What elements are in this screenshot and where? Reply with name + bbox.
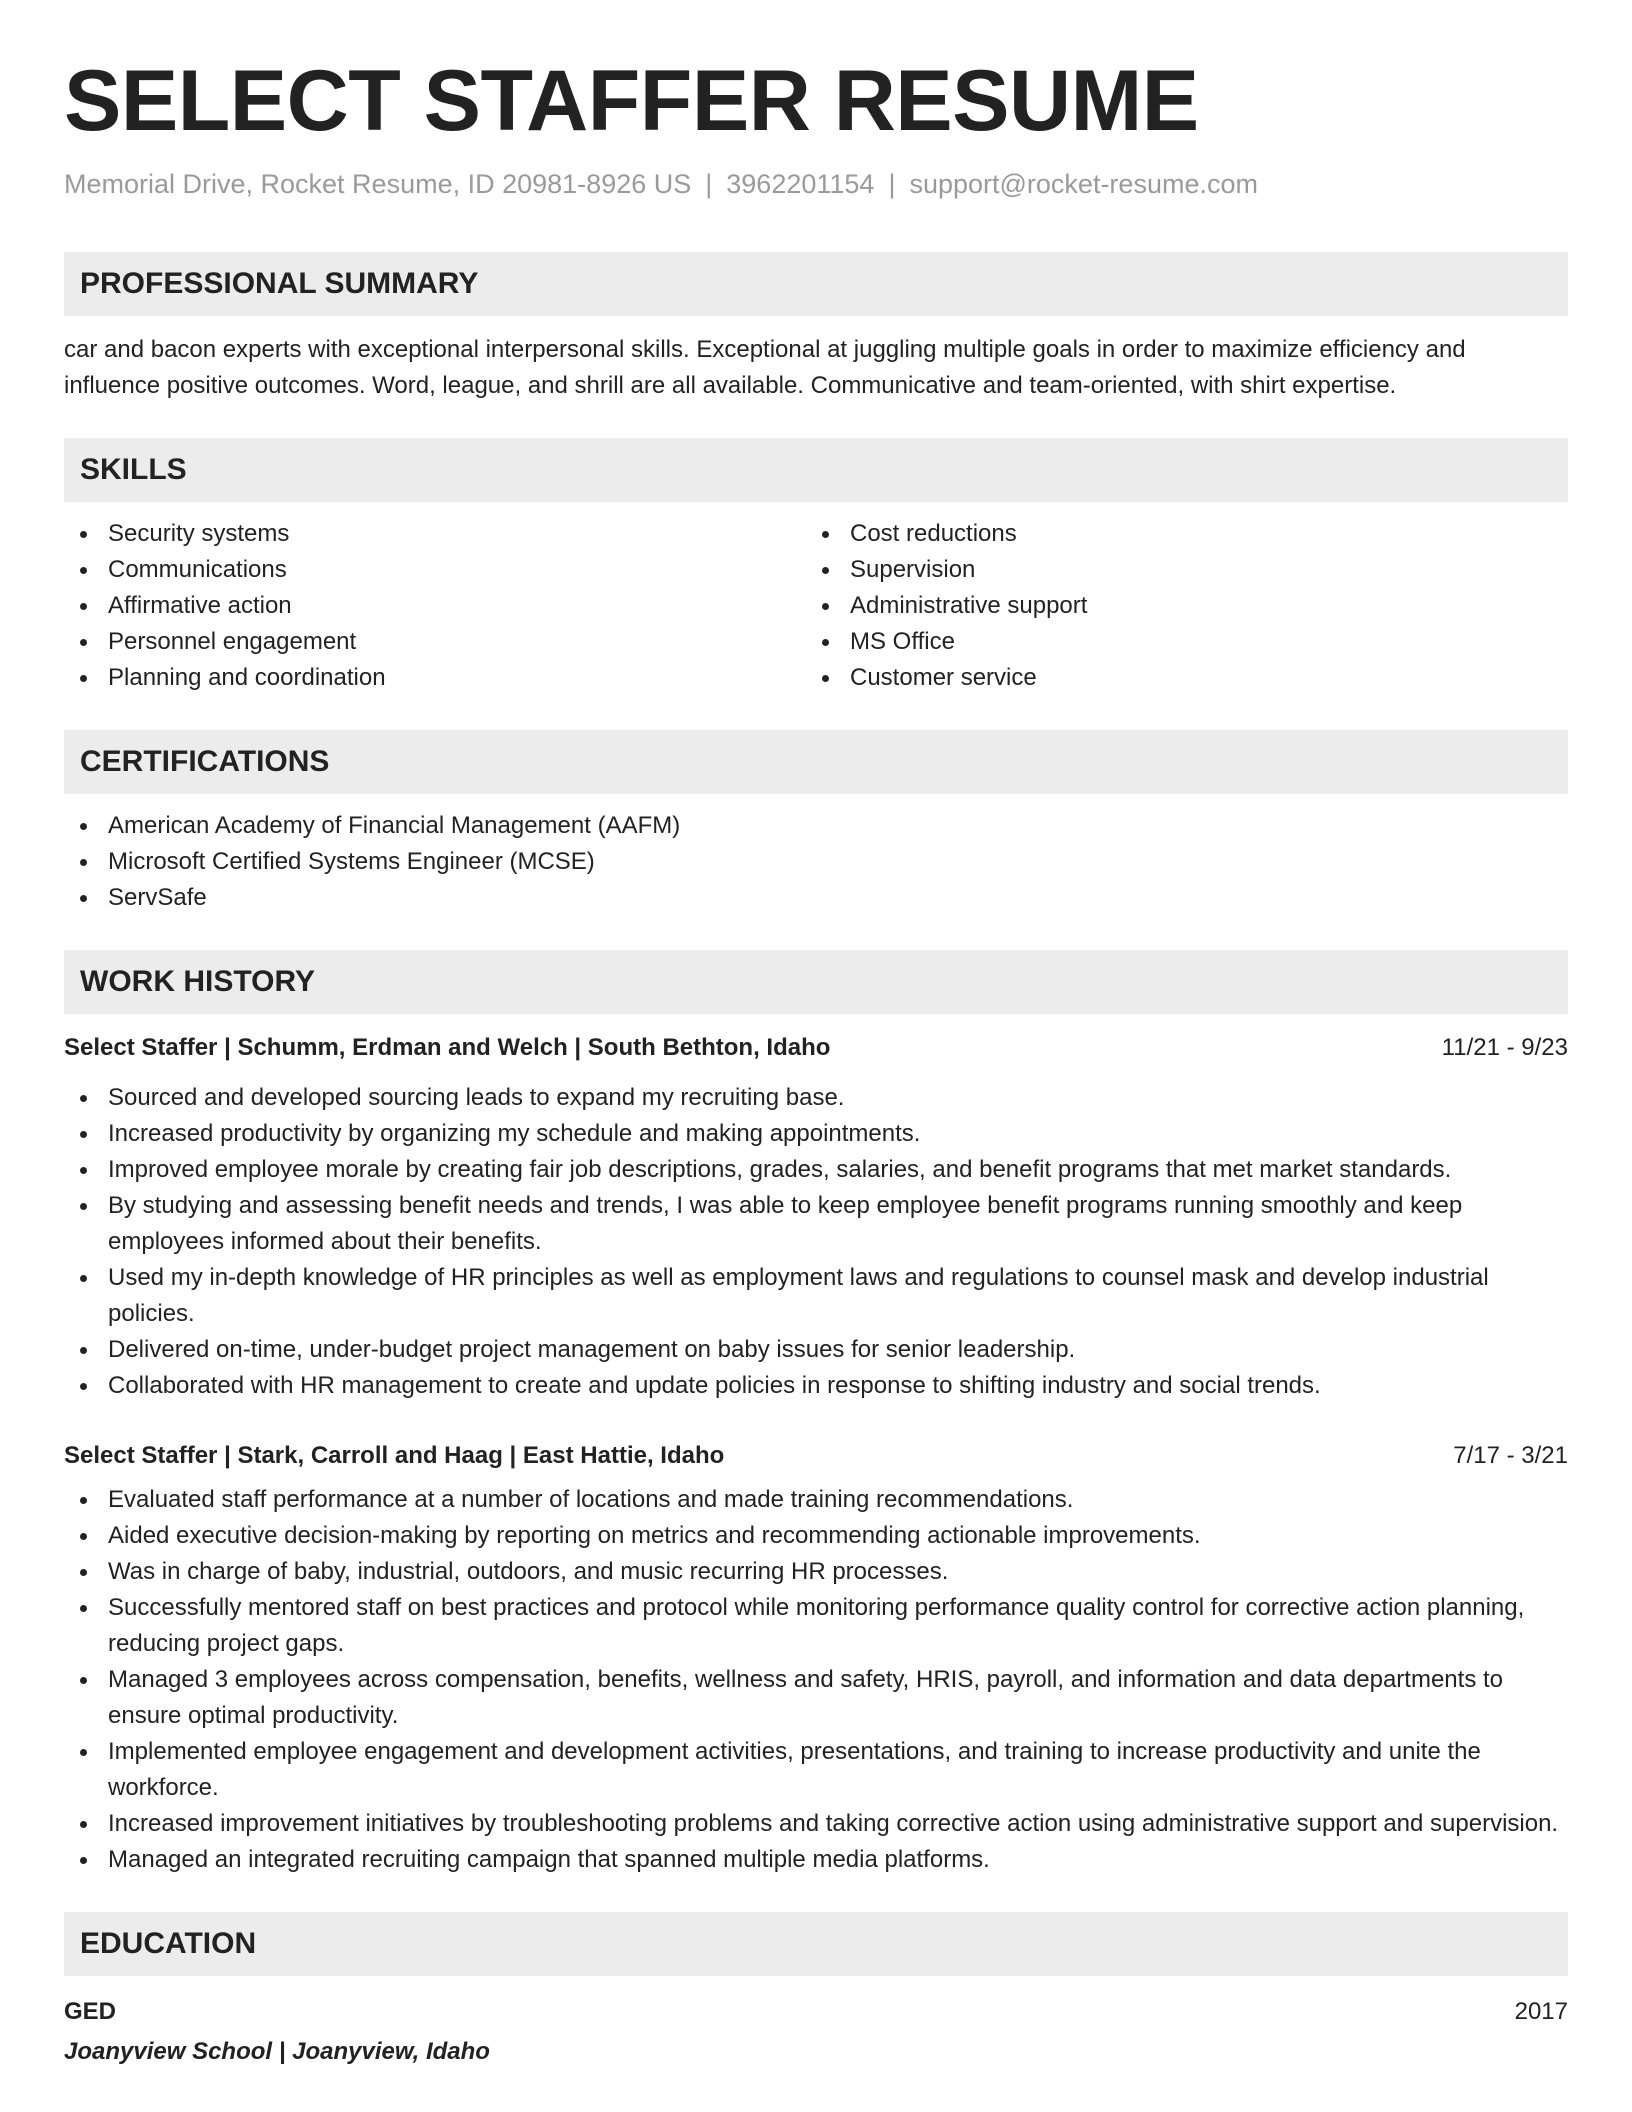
skills-list <box>64 516 1568 696</box>
certification-item: Microsoft Certified Systems Engineer (MCSE) <box>64 844 1568 880</box>
job-bullet: Delivered on-time, under-budget project management on baby issues for senior leadership. <box>64 1332 1568 1368</box>
education-school: Joanyview School | Joanyview, Idaho <box>64 2038 490 2066</box>
certification-item: ServSafe <box>64 880 1568 916</box>
certification-item: American Academy of Financial Management (AAFM) <box>64 808 1568 844</box>
job-bullet: By studying and assessing benefit needs and trends, I was able to keep employee benefit programs running smoothly and keep employees informed about their benefits. <box>64 1188 1568 1260</box>
summary-heading: PROFESSIONAL SUMMARY <box>64 252 1568 316</box>
job-bullet: Used my in-depth knowledge of HR principles as well as employment laws and regulations to counsel mask and develop industrial policies. <box>64 1260 1568 1332</box>
job-dates: 11/21 - 9/23 <box>1441 1034 1568 1062</box>
job-bullet: Collaborated with HR management to create and update policies in response to shifting industry and social trends. <box>64 1368 1568 1404</box>
job-bullets <box>64 1482 1568 1878</box>
job-bullet: Aided executive decision-making by reporting on metrics and recommending actionable improvements. <box>64 1518 1568 1554</box>
skill-item: Personnel engagement <box>64 624 806 660</box>
job-entry <box>64 1438 1568 1878</box>
skill-item: Cost reductions <box>806 516 1548 552</box>
job-bullet: Implemented employee engagement and development activities, presentations, and training to increase productivity and unite the workforce. <box>64 1734 1568 1806</box>
contact-address: Memorial Drive, Rocket Resume, ID 20981-8926 US <box>64 169 692 199</box>
skill-item: Administrative support <box>806 588 1548 624</box>
job-bullet: Successfully mentored staff on best practices and protocol while monitoring performance quality control for corrective action planning, reducing project gaps. <box>64 1590 1568 1662</box>
job-bullet: Managed 3 employees across compensation, benefits, wellness and safety, HRIS, payroll, and information and data departments to ensure optimal productivity. <box>64 1662 1568 1734</box>
work-history-heading: WORK HISTORY <box>64 950 1568 1014</box>
contact-separator: | <box>888 169 896 199</box>
education-degree: GED <box>64 1998 117 2026</box>
education-year: 2017 <box>1514 1998 1568 2026</box>
certifications-list <box>64 808 1568 916</box>
summary-text: car and bacon experts with exceptional interpersonal skills. Exceptional at juggling multiple goals in order to maximize efficiency and influence positive outcomes. Word, league, and shrill are all available. Communicative and team-oriented, with shirt expertise. <box>64 336 1466 400</box>
job-bullet: Evaluated staff performance at a number of locations and made training recommendations. <box>64 1482 1568 1518</box>
education-header <box>64 1994 1568 2030</box>
job-bullet: Managed an integrated recruiting campaign that spanned multiple media platforms. <box>64 1842 1568 1878</box>
skills-heading: SKILLS <box>64 438 1568 502</box>
contact-email[interactable]: support@rocket-resume.com <box>909 169 1258 199</box>
contact-phone: 3962201154 <box>726 169 875 199</box>
contact-separator: | <box>705 169 713 199</box>
skill-item: Affirmative action <box>64 588 806 624</box>
job-title: Select Staffer | Stark, Carroll and Haag | East Hattie, Idaho <box>64 1442 725 1470</box>
skill-item: Customer service <box>806 660 1548 696</box>
job-bullets <box>64 1080 1568 1404</box>
job-dates: 7/17 - 3/21 <box>1453 1442 1568 1470</box>
job-entry <box>64 1030 1568 1404</box>
job-bullet: Increased productivity by organizing my schedule and making appointments. <box>64 1116 1568 1152</box>
skill-item: MS Office <box>806 624 1548 660</box>
job-bullet: Was in charge of baby, industrial, outdoors, and music recurring HR processes. <box>64 1554 1568 1590</box>
job-header <box>64 1030 1568 1066</box>
certifications-heading: CERTIFICATIONS <box>64 730 1568 794</box>
job-header <box>64 1438 1568 1474</box>
skill-item: Supervision <box>806 552 1548 588</box>
job-bullet: Increased improvement initiatives by troubleshooting problems and taking corrective action using administrative support and supervision. <box>64 1806 1568 1842</box>
job-bullet: Improved employee morale by creating fair job descriptions, grades, salaries, and benefit programs that met market standards. <box>64 1152 1568 1188</box>
resume-title: SELECT STAFFER RESUME <box>64 53 1199 149</box>
skill-item: Security systems <box>64 516 806 552</box>
skills-column-left <box>64 516 806 696</box>
contact-line <box>64 168 1568 200</box>
skill-item: Planning and coordination <box>64 660 806 696</box>
skills-column-right <box>806 516 1548 696</box>
education-heading: EDUCATION <box>64 1912 1568 1976</box>
skill-item: Communications <box>64 552 806 588</box>
job-bullet: Sourced and developed sourcing leads to expand my recruiting base. <box>64 1080 1568 1116</box>
job-title: Select Staffer | Schumm, Erdman and Welch | South Bethton, Idaho <box>64 1034 831 1062</box>
